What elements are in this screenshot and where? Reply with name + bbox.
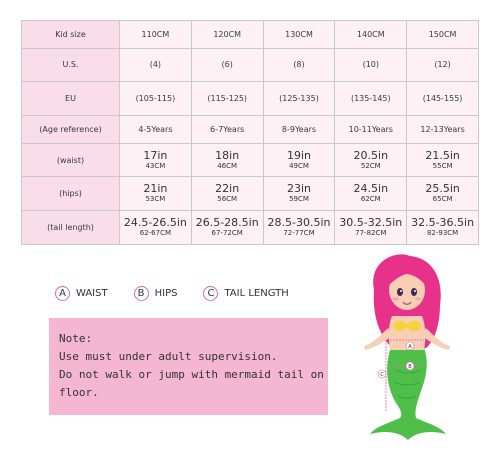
- legend-label: TAIL LENGTH: [224, 288, 289, 299]
- table-cell: [335, 143, 407, 177]
- table-row-waist: [22, 143, 479, 177]
- measure-cm: 49CM: [289, 161, 309, 170]
- table-cell: [407, 143, 479, 177]
- note-line: floor.: [59, 386, 99, 399]
- legend-item-tail-length: [203, 286, 288, 301]
- measure-cm: 59CM: [289, 195, 309, 204]
- mermaid-illustration: [352, 250, 462, 446]
- measure-cm: 53CM: [145, 195, 166, 204]
- measure-inches: 21.5in: [425, 148, 460, 162]
- note-line: Use must under adult supervision.: [59, 350, 278, 363]
- measure-inches: 25.5in: [425, 182, 460, 196]
- table-cell: [191, 143, 263, 177]
- table-cell: [120, 211, 192, 245]
- row-label: (waist): [22, 143, 120, 177]
- measure-cm: 62CM: [360, 195, 381, 204]
- table-cell: (115-125): [191, 82, 263, 116]
- diagram-label-b: B: [408, 364, 412, 370]
- table-cell: 4-5Years: [120, 116, 192, 144]
- table-cell: (125-135): [263, 82, 335, 116]
- table-cell: 10-11Years: [335, 116, 407, 144]
- measure-cm: 43CM: [145, 161, 166, 170]
- legend-item-hips: [134, 286, 178, 301]
- mermaid-tail: [370, 348, 446, 440]
- table-cell: [407, 177, 479, 211]
- measurement-legend: [55, 286, 315, 301]
- table-cell: (12): [407, 48, 479, 82]
- diagram-label-a: A: [408, 344, 412, 350]
- measure-inches: 24.5in: [353, 182, 389, 196]
- measure-inches: 23in: [286, 182, 311, 196]
- measure-cm: 65CM: [432, 195, 453, 204]
- legend-item-waist: [55, 286, 108, 301]
- table-cell: 150CM: [407, 21, 479, 49]
- mermaid-eye-left: [397, 288, 403, 296]
- table-cell: [120, 143, 192, 177]
- table-cell: [120, 177, 192, 211]
- measure-cm: 55CM: [432, 161, 453, 170]
- measure-inches: 18in: [215, 148, 240, 162]
- legend-label: WAIST: [76, 288, 108, 299]
- measure-inches: 24.5-26.5in: [123, 216, 187, 230]
- measure-inches: 30.5-32.5in: [339, 216, 403, 230]
- row-label: EU: [22, 82, 120, 116]
- measure-inches: 28.5-30.5in: [267, 216, 331, 230]
- measure-cm: 77-82CM: [355, 229, 387, 238]
- table-row-eu: [22, 82, 479, 116]
- table-cell: (145-155): [407, 82, 479, 116]
- size-chart-table: [21, 20, 479, 245]
- table-cell: [191, 177, 263, 211]
- table-row-hips: [22, 177, 479, 211]
- measure-inches: 26.5-28.5in: [195, 216, 259, 230]
- measure-cm: 72-77CM: [283, 229, 315, 238]
- table-row-age: [22, 116, 479, 144]
- table-cell: [407, 211, 479, 245]
- mermaid-shell-top: [393, 321, 407, 331]
- table-cell: [191, 211, 263, 245]
- measure-inches: 17in: [143, 148, 168, 162]
- legend-letter-badge: A: [55, 286, 70, 301]
- table-cell: (8): [263, 48, 335, 82]
- table-cell: 8-9Years: [263, 116, 335, 144]
- table-row-kid-size: [22, 21, 479, 49]
- table-cell: (135-145): [335, 82, 407, 116]
- row-label: (tail length): [22, 211, 120, 245]
- table-row-tail-length: [22, 211, 479, 245]
- table-cell: 110CM: [120, 21, 192, 49]
- table-cell: [263, 143, 335, 177]
- measure-inches: 19in: [286, 148, 311, 162]
- legend-letter-badge: B: [134, 286, 149, 301]
- table-cell: [263, 177, 335, 211]
- measure-inches: 20.5in: [353, 148, 389, 162]
- table-cell: (4): [120, 48, 192, 82]
- table-cell: 120CM: [191, 21, 263, 49]
- table-cell: (10): [335, 48, 407, 82]
- row-label: (Age reference): [22, 116, 120, 144]
- row-label: Kid size: [22, 21, 120, 49]
- mermaid-eye-right: [411, 288, 417, 296]
- table-cell: 130CM: [263, 21, 335, 49]
- table-cell: 6-7Years: [191, 116, 263, 144]
- table-cell: 12-13Years: [407, 116, 479, 144]
- measure-cm: 52CM: [360, 161, 381, 170]
- measure-inches: 21in: [143, 182, 168, 196]
- table-cell: [263, 211, 335, 245]
- measure-cm: 82-93CM: [426, 229, 459, 238]
- table-cell: (105-115): [120, 82, 192, 116]
- legend-letter-badge: C: [203, 286, 218, 301]
- table-cell: (6): [191, 48, 263, 82]
- measure-cm: 56CM: [217, 195, 238, 204]
- mermaid-arm-left: [364, 328, 392, 350]
- row-label: (hips): [22, 177, 120, 211]
- measure-cm: 67-72CM: [211, 229, 243, 238]
- note-line: Do not walk or jump with mermaid tail on: [59, 368, 324, 381]
- table-row-us: [22, 48, 479, 82]
- measure-inches: 22in: [215, 182, 240, 196]
- table-cell: [335, 177, 407, 211]
- legend-label: HIPS: [154, 288, 178, 299]
- row-label: U.S.: [22, 48, 120, 82]
- measure-cm: 62-67CM: [139, 229, 172, 238]
- note-line: Note:: [59, 332, 93, 345]
- measure-inches: 32.5-36.5in: [411, 216, 475, 230]
- diagram-label-c: C: [380, 372, 384, 378]
- measure-cm: 46CM: [217, 161, 238, 170]
- safety-note: [49, 318, 328, 415]
- table-cell: [335, 211, 407, 245]
- table-cell: 140CM: [335, 21, 407, 49]
